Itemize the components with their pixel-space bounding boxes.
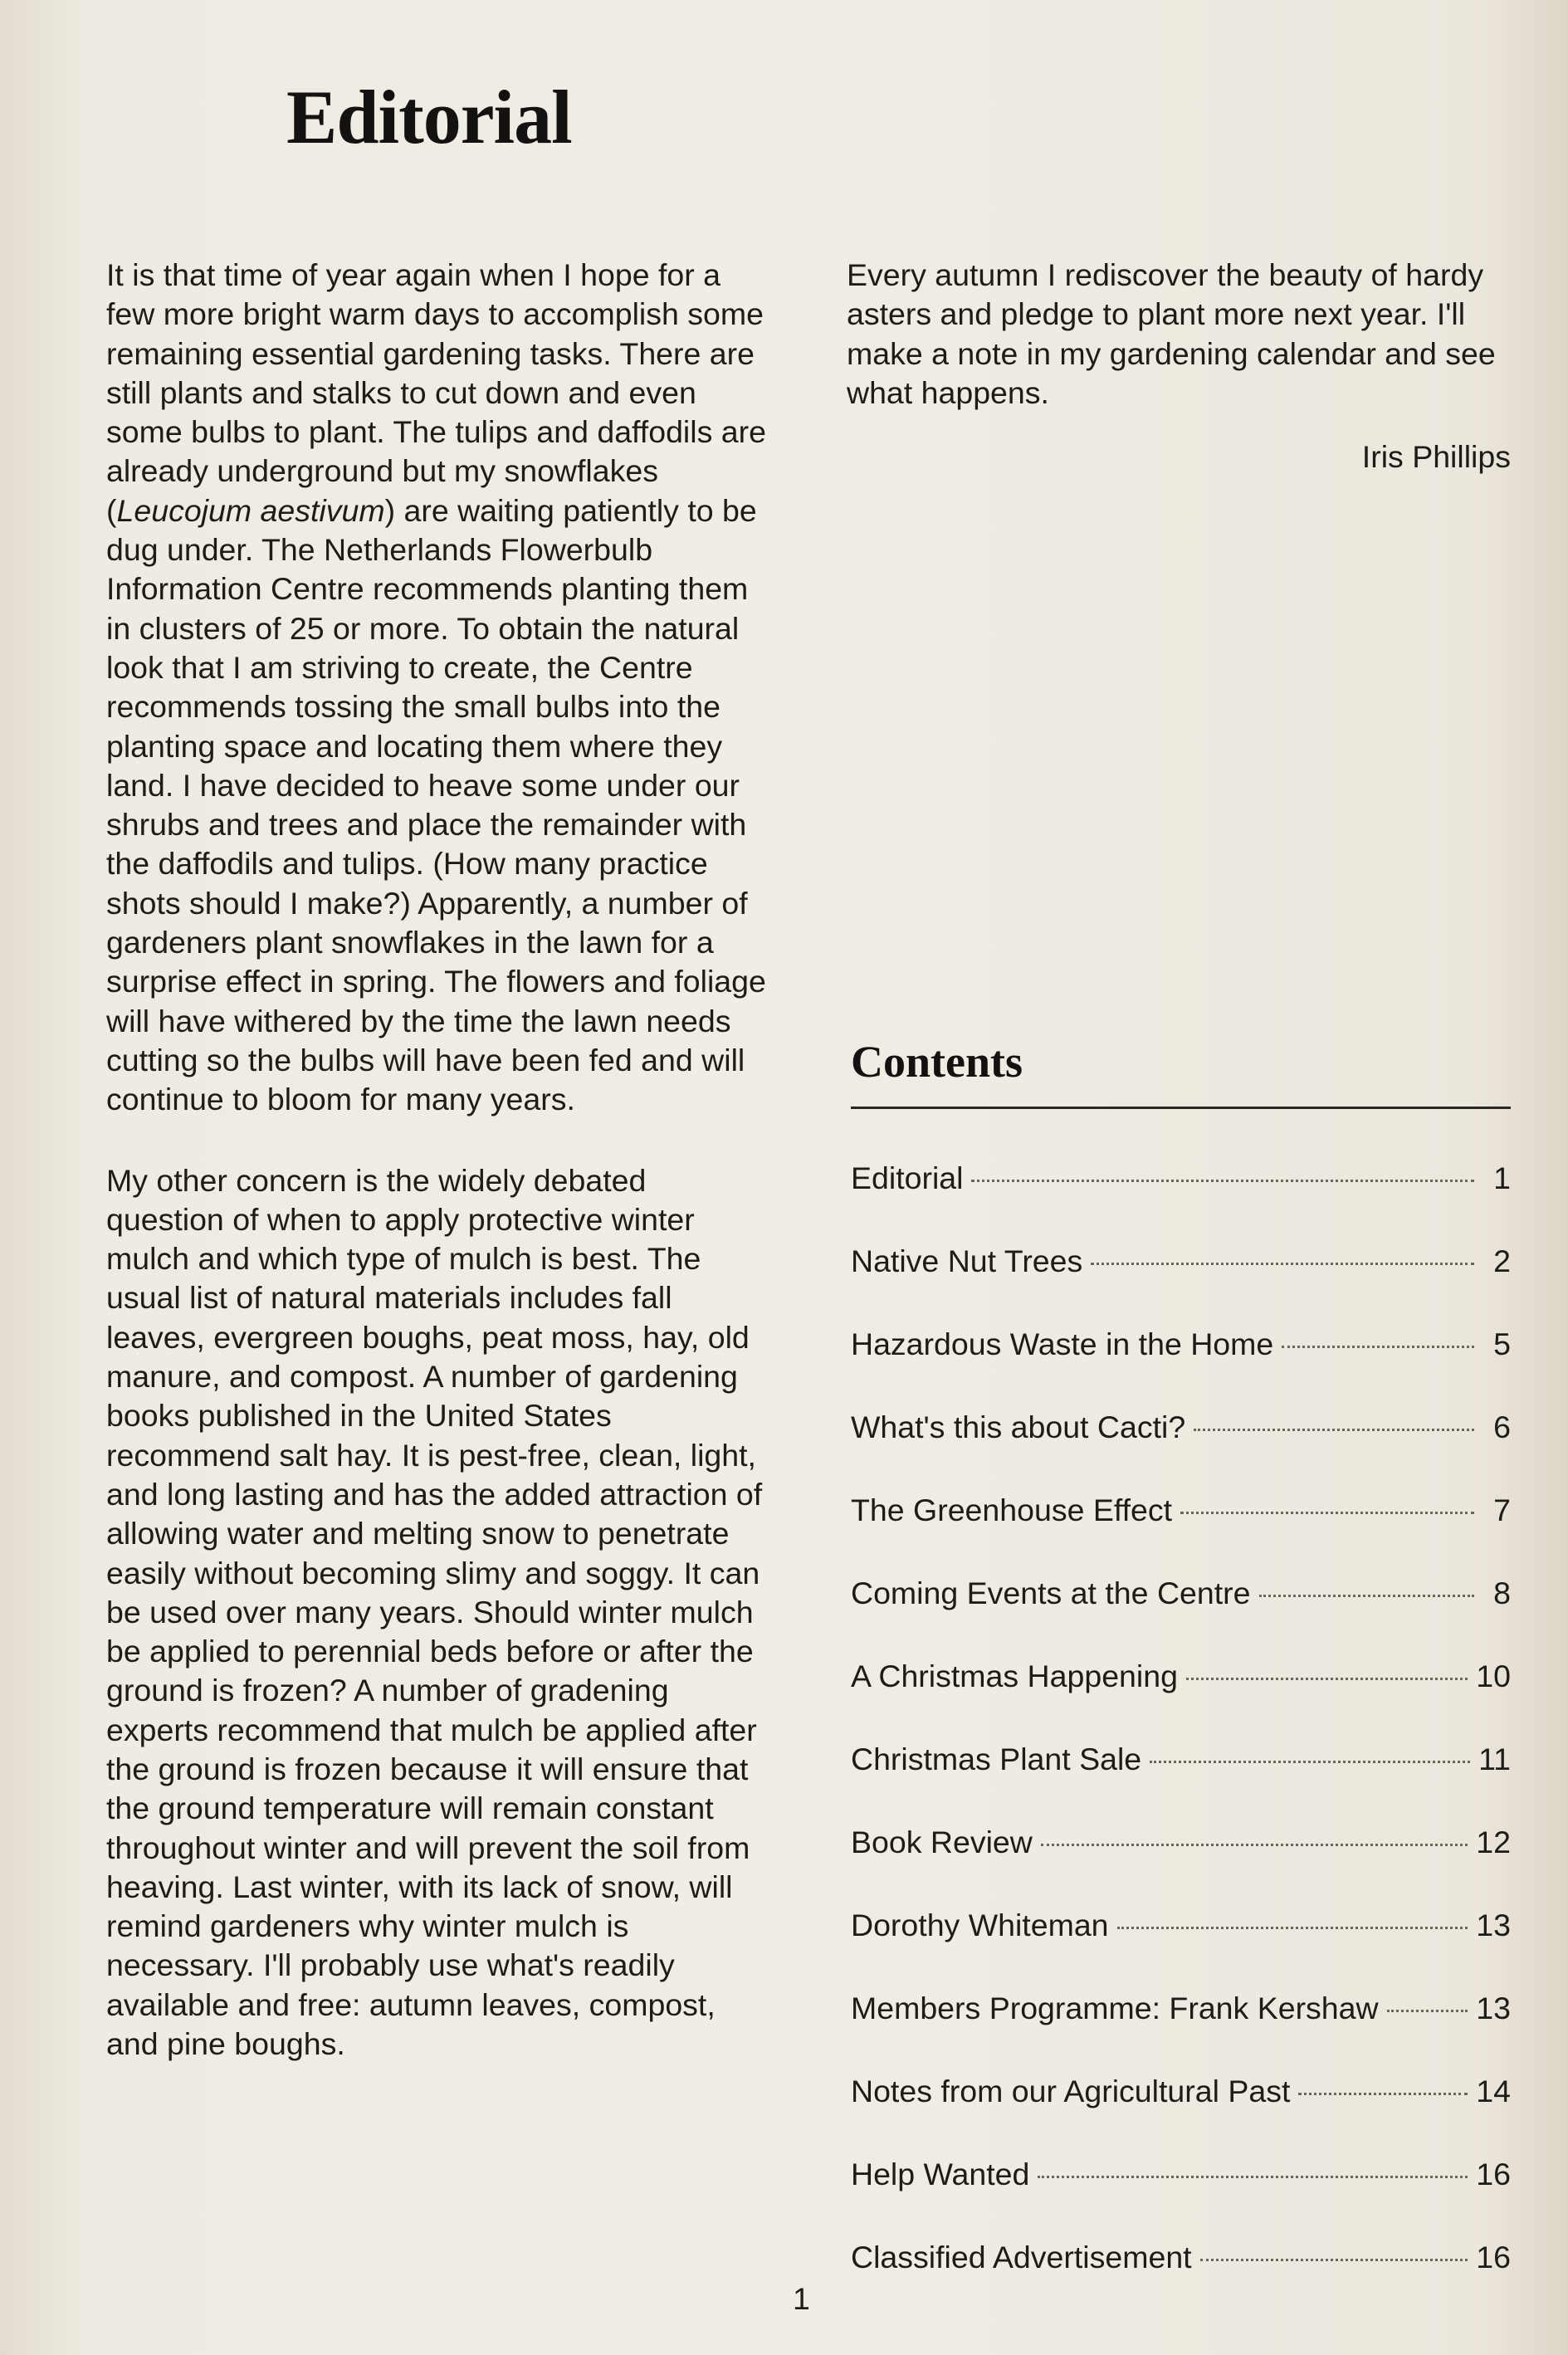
editorial-right-column: [847, 256, 1511, 476]
contents-entry[interactable]: [851, 2074, 1511, 2157]
contents-entry-page: 10: [1476, 1659, 1511, 1693]
contents-entry[interactable]: [851, 1825, 1511, 1908]
contents-entry[interactable]: [851, 1659, 1511, 1742]
contents-entry-page: 6: [1493, 1410, 1511, 1444]
contents-entry-page: 1: [1493, 1160, 1511, 1195]
contents-entry[interactable]: [851, 1410, 1511, 1493]
contents-entry[interactable]: [851, 1327, 1511, 1410]
contents-entry-title: Dorothy Whiteman: [851, 1908, 1109, 1942]
contents-entry-page: 16: [1476, 2157, 1511, 2191]
dot-leader: [1298, 2093, 1468, 2095]
contents-entry-page: 14: [1476, 2074, 1511, 2108]
editorial-paragraph-3: Every autumn I rediscover the beauty of hardy asters and pledge to plant more next year. I'll make a note in my gardening calendar and see what happens.: [847, 257, 1496, 410]
editorial-left-column: [106, 256, 770, 2064]
contents-entry-title: Editorial: [851, 1160, 964, 1195]
contents-entry[interactable]: [851, 1243, 1511, 1327]
contents-entry-title: The Greenhouse Effect: [851, 1493, 1173, 1527]
contents-entry[interactable]: [851, 2157, 1511, 2240]
contents-entry-page: 8: [1493, 1576, 1511, 1610]
contents-entry[interactable]: [851, 1160, 1511, 1243]
contents-entry-page: 12: [1476, 1825, 1511, 1859]
dot-leader: [1200, 2259, 1468, 2261]
contents-entry-title: Christmas Plant Sale: [851, 1742, 1142, 1776]
contents-entry-title: Members Programme: Frank Kershaw: [851, 1991, 1379, 2025]
contents-entry-page: 13: [1476, 1908, 1511, 1942]
contents-entry-page: 11: [1478, 1742, 1511, 1776]
editorial-paragraph-2: My other concern is the widely debated question of when to apply protective winter mulch and which type of mulch is best. The usual list of natural materials includes fall leaves, evergreen boughs, peat moss, hay, old manure, and compost. A number of gardening books published in the United States recommend salt hay. It is pest-free, clean, light, and long lasting and has the added attraction of allowing water and melting snow to penetrate easily without becoming slimy and soggy. It can be used over many years. Should winter mulch be applied to perennial beds before or after the ground is frozen? A number of gradening experts recommend that mulch be applied after the ground is frozen because it will ensure that the ground temperature will remain constant throughout winter and will prevent the soil from heaving. Last winter, with its lack of snow, will remind gardeners why winter mulch is necessary. I'll probably use what's readily available and free: autumn leaves, compost, and pine boughs.: [106, 1162, 763, 2062]
contents-entry[interactable]: [851, 1742, 1511, 1825]
contents-entry[interactable]: [851, 1991, 1511, 2074]
contents-title: Contents: [851, 1037, 1023, 1087]
dot-leader: [1117, 1927, 1468, 1929]
contents-entry-page: 16: [1476, 2240, 1511, 2274]
paragraph-1-text-a: It is that time of year again when I hope for a few more bright warm days to accomplish some remaining essential gardening tasks. There are still plants and stalks to cut down and even some bulbs to plant. The tulips and daffodils are already underground but my snowflakes (: [106, 257, 766, 528]
contents-entry-title: Hazardous Waste in the Home: [851, 1327, 1274, 1361]
contents-entry-title: Native Nut Trees: [851, 1243, 1083, 1278]
dot-leader: [1194, 1429, 1474, 1431]
editorial-title: Editorial: [286, 75, 572, 159]
dot-leader: [1282, 1346, 1474, 1348]
dot-leader: [1150, 1761, 1470, 1763]
contents-entry-title: A Christmas Happening: [851, 1659, 1178, 1693]
contents-entry[interactable]: [851, 1908, 1511, 1991]
contents-entry-title: Book Review: [851, 1825, 1033, 1859]
contents-divider: [851, 1107, 1511, 1109]
dot-leader: [971, 1180, 1474, 1182]
contents-entry[interactable]: [851, 2240, 1511, 2323]
dot-leader: [1259, 1595, 1475, 1597]
contents-entry-title: What's this about Cacti?: [851, 1410, 1186, 1444]
contents-entry-page: 5: [1493, 1327, 1511, 1361]
contents-entry-page: 13: [1476, 1991, 1511, 2025]
contents-entry[interactable]: [851, 1576, 1511, 1659]
contents-list: [851, 1160, 1511, 2323]
dot-leader: [1186, 1678, 1468, 1680]
contents-entry-title: Help Wanted: [851, 2157, 1030, 2191]
dot-leader: [1038, 2176, 1468, 2178]
contents-entry-page: 7: [1493, 1493, 1511, 1527]
contents-entry-title: Notes from our Agricultural Past: [851, 2074, 1291, 2108]
dot-leader: [1180, 1512, 1474, 1514]
page-number: 1: [793, 2281, 810, 2316]
contents-entry-title: Coming Events at the Centre: [851, 1576, 1251, 1610]
contents-entry[interactable]: [851, 1493, 1511, 1576]
contents-entry-title: Classified Advertisement: [851, 2240, 1192, 2274]
dot-leader: [1041, 1844, 1468, 1846]
editorial-signature: Iris Phillips: [1361, 439, 1511, 475]
dot-leader: [1387, 2010, 1468, 2012]
contents-entry-page: 2: [1493, 1243, 1511, 1278]
dot-leader: [1091, 1263, 1474, 1265]
paragraph-1-italic-species: Leucojum aestivum: [116, 492, 385, 528]
paragraph-1-text-b: ) are waiting patiently to be dug under. The Netherlands Flowerbulb Information Centre recommends planting them in clusters of 25 or more. To obtain the natural look that I am striving to create, the Centre recommends tossing the small bulbs into the planting space and locating them where they land. I have decided to heave some under our shrubs and trees and place the remainder with the daffodils and tulips. (How many practice shots should I make?) Apparently, a number of gardeners plant snowflakes in the lawn for a surprise effect in spring. The flowers and foliage will have withered by the time the lawn needs cutting so the bulbs will have been fed and will continue to bloom for many years.: [106, 492, 766, 1117]
editorial-paragraph-1: [106, 256, 770, 1120]
